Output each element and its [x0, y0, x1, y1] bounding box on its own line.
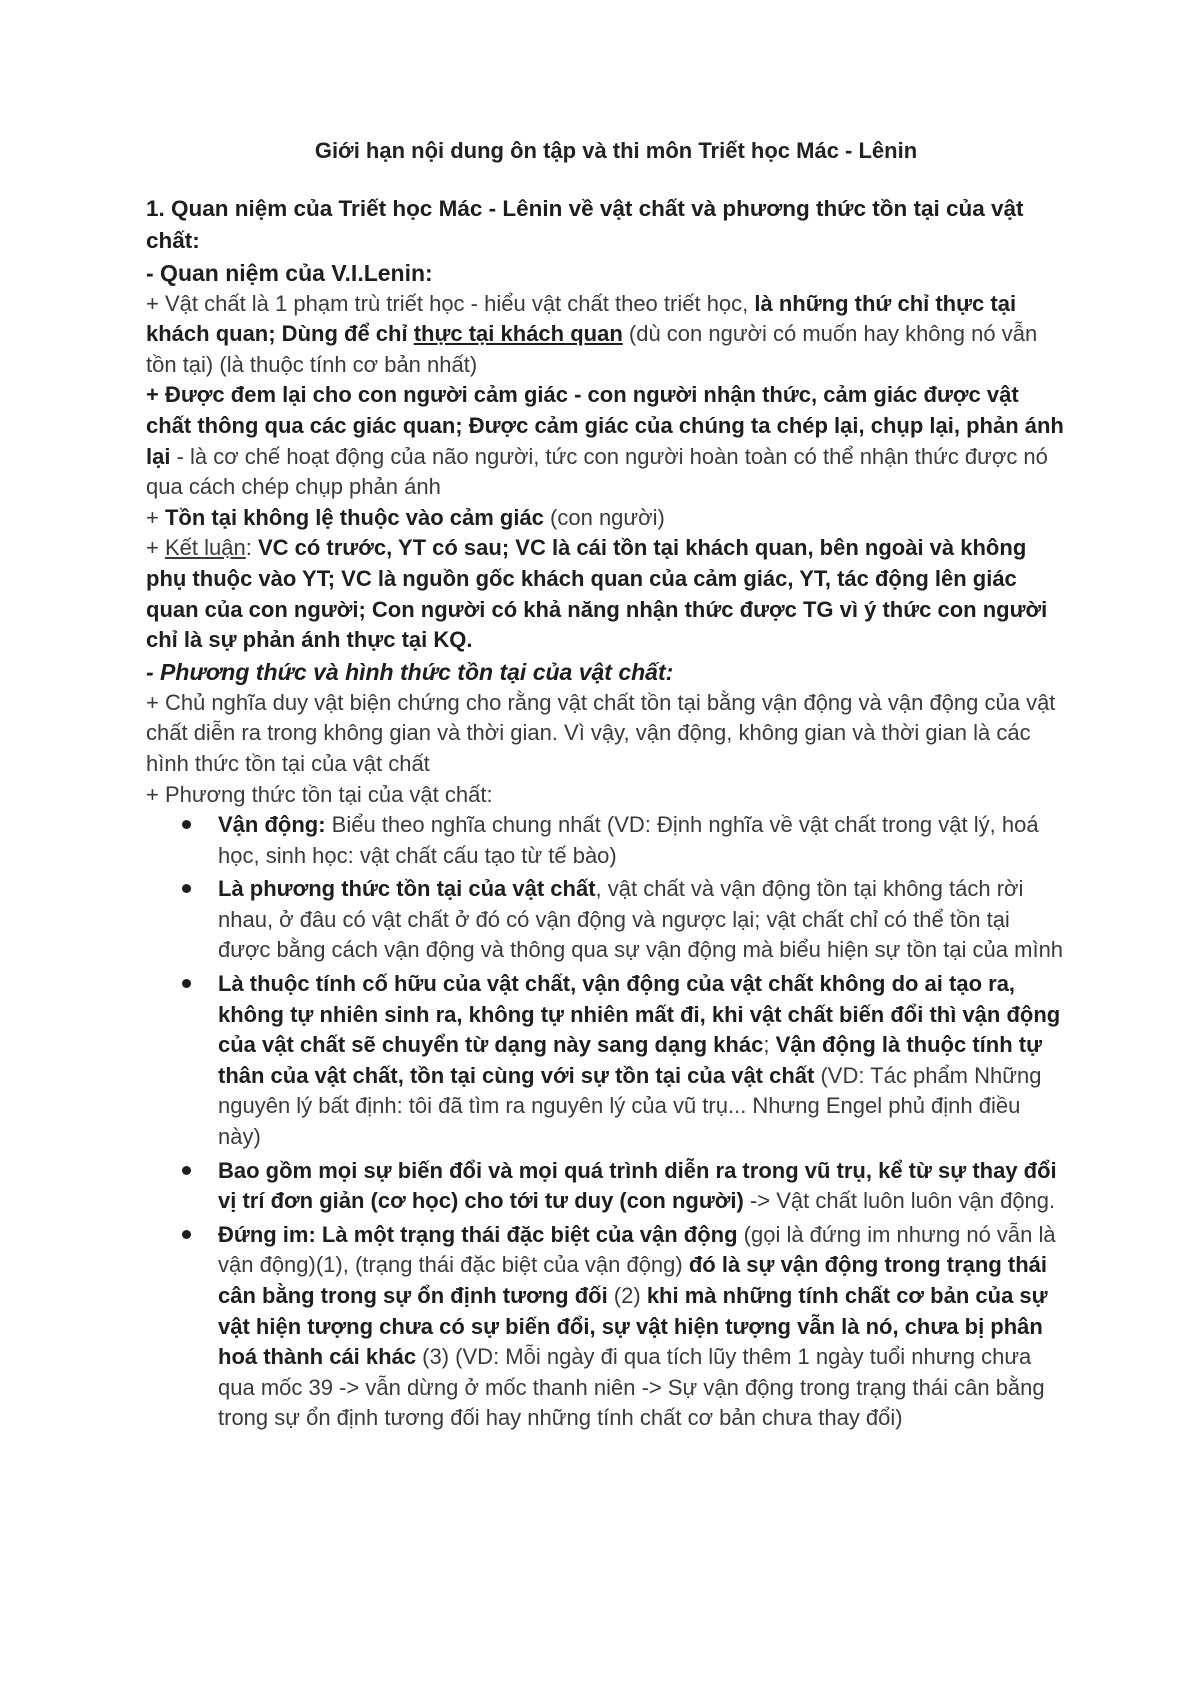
bullet-icon	[182, 979, 191, 988]
subheading-lenin: - Quan niệm của V.I.Lenin:	[146, 259, 433, 286]
bullet-icon	[182, 820, 191, 829]
list-item: Là thuộc tính cố hữu của vật chất, vận động của vật chất không do ai tạo ra, không tự nhiên sinh ra, không tự nhiên mất đi, khi vật chất biến đổi thì vận động của vật chất sẽ chuyển từ dạng này sang dạng khác; Vận động là thuộc tính tự thân của vật chất, tồn tại cùng với sự tồn tại của vật chất (VD: Tác phẩm Những nguyên lý bất định: tôi đã tìm ra nguyên lý của vũ trụ... Nhưng Engel phủ định điều này)	[146, 969, 1066, 1153]
paragraph-perception: + Được đem lại cho con người cảm giác - con người nhận thức, cảm giác được vật chất thông qua các giác quan; Được cảm giác của chúng ta chép lại, chụp lại, phản ánh lại - là cơ chế hoạt động của não người, tức con người hoàn toàn có thể nhận thức được nó qua cách chép chụp phản ánh	[146, 382, 1064, 500]
list-item: Đứng im: Là một trạng thái đặc biệt của vận động (gọi là đứng im nhưng nó vẫn là vận động)(1), (trạng thái đặc biệt của vận động) đó là sự vận động trong trạng thái cân bằng trong sự ổn định tương đối (2) khi mà những tính chất cơ bản của sự vật hiện tượng chưa có sự biến đổi, sự vật hiện tượng vẫn là nó, chưa bị phân hoá thành cái khác (3) (VD: Mỗi ngày đi qua tích lũy thêm 1 ngày tuổi nhưng chưa qua mốc 39 -> vẫn dừng ở mốc thanh niên -> Sự vận động trong trạng thái cân bằng trong sự ổn định tương đối hay những tính chất cơ bản chưa thay đổi)	[146, 1220, 1066, 1434]
document-title: Giới hạn nội dung ôn tập và thi môn Triết học Mác - Lênin	[314, 138, 918, 163]
list-item: Là phương thức tồn tại của vật chất, vật chất và vận động tồn tại không tách rời nhau, ở đâu có vật chất ở đó có vận động và ngược lại; vật chất chỉ có thể tồn tại được bằng cách vận động và thông qua sự vận động mà biểu hiện sự tồn tại của mình	[146, 874, 1066, 966]
document-page	[146, 136, 1066, 1437]
paragraph-conclusion: + Kết luận: VC có trước, YT có sau; VC là cái tồn tại khách quan, bên ngoài và không phụ thuộc vào YT; VC là nguồn gốc khách quan của cảm giác, YT, tác động lên giác quan của con người; Con người có khả năng nhận thức được TG vì ý thức con người chỉ là sự phản ánh thực tại KQ.	[146, 535, 1048, 653]
conclusion-label: Kết luận	[164, 535, 246, 561]
list-item: Bao gồm mọi sự biến đổi và mọi quá trình diễn ra trong vũ trụ, kể từ sự thay đổi vị trí đơn giản (cơ học) cho tới tư duy (con người) -> Vật chất luôn luôn vận động.	[146, 1156, 1066, 1217]
underlined-term: thực tại khách quan	[413, 321, 623, 347]
paragraph-independence: + Tồn tại không lệ thuộc vào cảm giác (con người)	[146, 504, 665, 530]
section-heading: 1. Quan niệm của Triết học Mác - Lênin về vật chất và phương thức tồn tại của vật chất:	[146, 195, 1024, 253]
bullet-icon	[182, 884, 191, 893]
list-item: Vận động: Biểu theo nghĩa chung nhất (VD: Định nghĩa về vật chất trong vật lý, hoá học, sinh học: vật chất cấu tạo từ tế bào)	[146, 810, 1066, 871]
paragraph-dialectical: + Chủ nghĩa duy vật biện chứng cho rằng vật chất tồn tại bằng vận động và vận động của vật chất diễn ra trong không gian và thời gian. Vì vậy, vận động, không gian và thời gian là các hình thức tồn tại của vật chất	[146, 689, 1056, 776]
bullet-icon	[182, 1166, 191, 1175]
bullet-list	[146, 810, 1066, 1434]
subheading-modes: - Phương thức và hình thức tồn tại của vật chất:	[146, 658, 674, 685]
paragraph-modes-intro: + Phương thức tồn tại của vật chất:	[146, 781, 493, 807]
paragraph-definition: + Vật chất là 1 phạm trù triết học - hiểu vật chất theo triết học, là những thứ chỉ thực tại khách quan; Dùng để chỉ thực tại khách quan (dù con người có muốn hay không nó vẫn tồn tại) (là thuộc tính cơ bản nhất)	[146, 290, 1038, 377]
bullet-icon	[182, 1230, 191, 1239]
